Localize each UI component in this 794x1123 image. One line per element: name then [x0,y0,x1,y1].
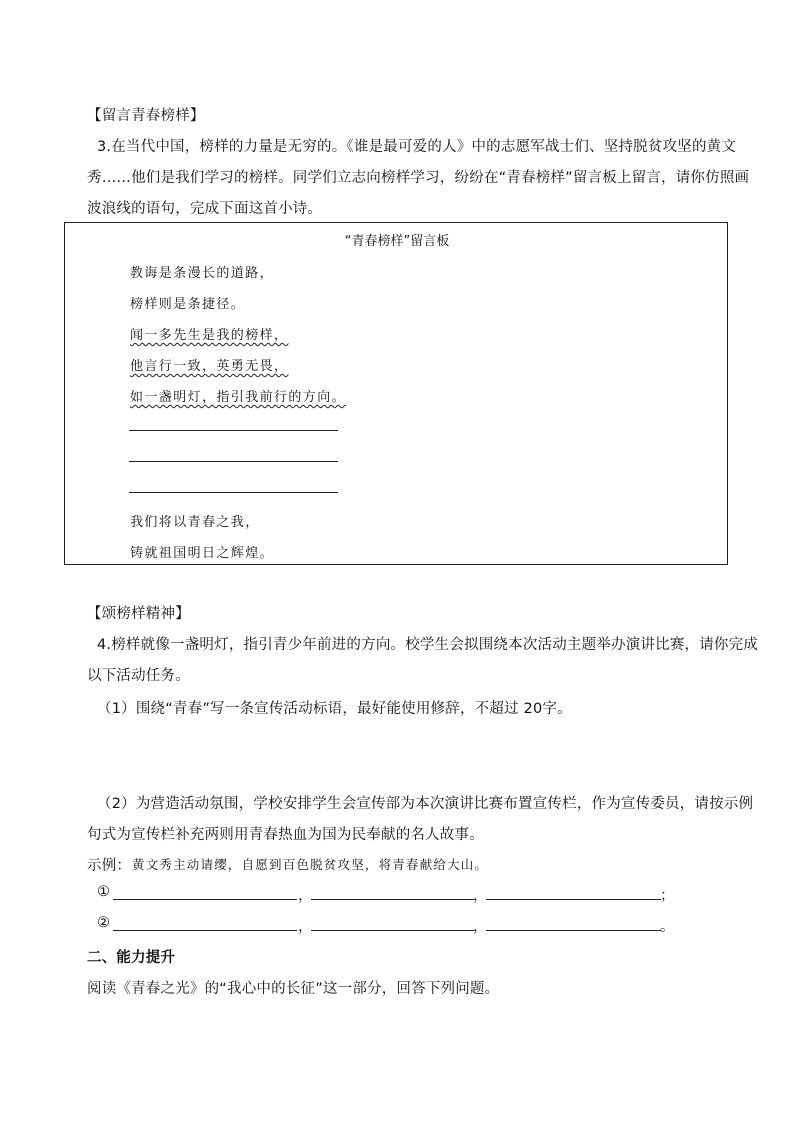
blank-1-marker: ① [97,884,111,900]
poem-blank-line-2[interactable] [129,461,338,462]
blank-2-field-b[interactable] [311,930,474,931]
blank-1-comma-a: ， [298,888,313,904]
poem-closing-line-1: 我们将以青春之我， [130,515,260,530]
blank-2-field-a[interactable] [113,930,297,931]
example-text: 黄文秀主动请缨，自愿到百色脱贫攻坚，将青春献给大山。 [132,857,489,872]
poem-line-1: 教诲是条漫长的道路， [130,266,275,281]
poem-blank-line-1[interactable] [129,430,338,431]
blank-2-marker: ② [97,915,111,931]
question-3-line-2: 秀……他们是我们学习的榜样。同学们立志向榜样学习，纷纷在“青春榜样”留言板上留言，请你仿照画 [87,170,750,186]
question-3-line-1: 3.在当代中国，榜样的力量是无穷的。《谁是最可爱的人》中的志愿军战士们、坚持脱贫攻坚的黄文 [97,139,737,155]
blank-2-period: 。 [660,919,675,935]
poem-line-4-wavy: 他言行一致，英勇无畏， [130,359,289,374]
poem-closing-line-2: 铸就祖国明日之辉煌。 [130,546,275,561]
question-3-line-3: 波浪线的语句，完成下面这首小诗。 [87,201,323,217]
section-heading-ability: 二、能力提升 [87,950,176,966]
question-4-line-1: 4.榜样就像一盏明灯，指引青少年前进的方向。校学生会拟围绕本次活动主题举办演讲比赛，请你完成 [97,637,759,653]
sub-question-1: （1）围绕“青春”写一条宣传活动标语，最好能使用修辞，不超过 20字。 [97,701,572,717]
example-label: 示例： [87,858,132,874]
reading-intro: 阅读《青春之光》的“我心中的长征”这一部分，回答下列问题。 [87,981,500,997]
poem-line-2: 榜样则是条捷径。 [130,297,246,312]
blank-2-field-c[interactable] [486,930,661,931]
poem-line-3-wavy: 闻一多先生是我的榜样， [130,328,289,343]
section-heading-youth-model: 【留言青春榜样】 [87,108,205,124]
blank-2-comma-b: ， [473,919,488,935]
blank-1-field-b[interactable] [311,899,474,900]
blank-1-semicolon: ； [660,888,675,904]
blank-2-comma-a: ， [298,919,313,935]
section-heading-praise-spirit: 【颂榜样精神】 [87,606,190,622]
blank-1-field-a[interactable] [113,899,297,900]
blank-1-field-c[interactable] [486,899,661,900]
sub-question-2-line-1: （2）为营造活动氛围，学校安排学生会宣传部为本次演讲比赛布置宣传栏，作为宣传委员，请按示例 [97,796,754,812]
blank-1-comma-b: ， [473,888,488,904]
poem-line-5-wavy: 如一盏明灯，指引我前行的方向。 [130,390,347,405]
poem-blank-line-3[interactable] [129,492,338,493]
sub-question-2-line-2: 句式为宣传栏补充两则用青春热血为国为民奉献的名人故事。 [87,827,484,843]
question-4-line-2: 以下活动任务。 [87,668,190,684]
message-board-title: “青春榜样”留言板 [344,234,450,249]
